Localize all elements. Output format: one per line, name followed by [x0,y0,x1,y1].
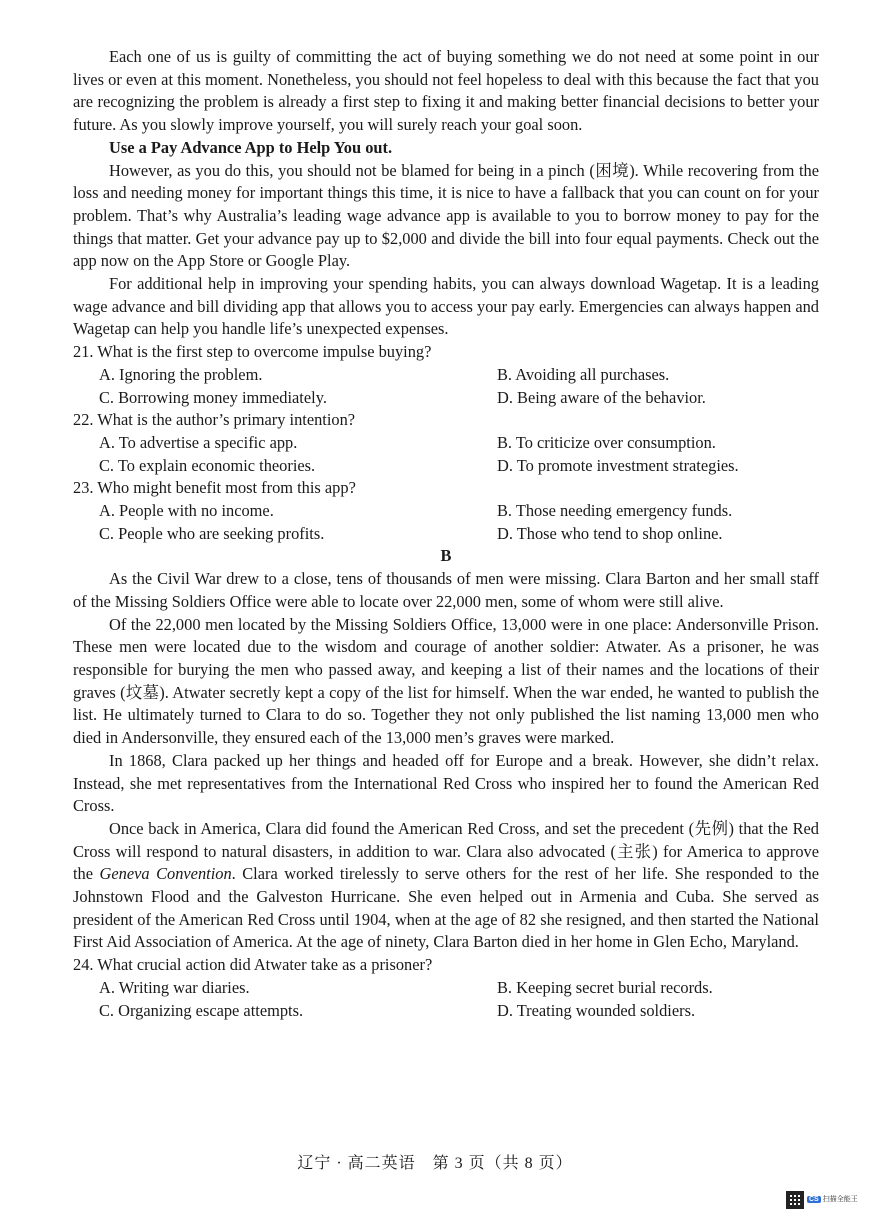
option-b: B. Those needing emergency funds. [497,501,733,521]
option-b: B. Keeping secret burial records. [497,977,713,997]
scanner-badge: CS [809,1196,819,1203]
option-b: B. To criticize over consumption. [497,432,716,452]
passage-a-paragraph-1: Each one of us is guilty of committing the act of buying something we do not need at some point in our lives or even at this moment. Nonetheless, you should not feel hopeless to deal with this because the fact that you are recognizing the problem is already a first step to fixing it and making better financial decisions to better your future. As you slowly improve yourself, you will surely reach your goal soon. [73,47,819,135]
question-21 [73,341,819,409]
option-d: D. Being aware of the behavior. [497,387,706,407]
passage-b-paragraph-3: In 1868, Clara packed up her things and headed off for Europe and a break. However, she didn’t relax. Instead, she met representatives from the International Red Cross who inspired her to found the American Red Cross. [73,750,819,816]
section-b-heading: B [440,546,452,566]
option-a: A. To advertise a specific app. [99,432,298,452]
page-footer: 辽宁 · 高二英语 第 3 页（共 8 页） [297,1155,573,1172]
page-body [73,46,819,1022]
option-c: C. People who are seeking profits. [99,523,325,543]
option-a: A. People with no income. [99,501,274,521]
scanner-text: 扫描全能王 [822,1196,858,1203]
scanner-label [807,1196,858,1204]
passage-b-paragraph-2: Of the 22,000 men located by the Missing Soldiers Office, 13,000 were in one place: Andersonville Prison. These men were located due to the wisdom and courage of another soldier: Atwater. As a prisoner, he was responsible for burying the men who passed away, and keeping a list of their names and the locations of their graves (坟墓). Atwater secretly kept a copy of the list for himself. When the war ended, he wanted to publish the list. He ultimately turned to Clara to do so. Together they not only published the list naming 13,000 men who died in Andersonville, they ensured each of the 13,000 men’s graves were marked. [73,614,819,748]
answer-options [73,977,819,1022]
option-a: A. Writing war diaries. [99,977,250,997]
paragraph-text: Once back in America, Clara did found the American Red Cross, and set the precedent (先例) that the Red Cross will respond to natural disasters, in addition to war. Clara also advocated (主张) for America to approve the [73,818,819,884]
passage-b-paragraph-4 [73,818,819,954]
passage-a-heading: Use a Pay Advance App to Help You out. [109,137,393,157]
option-c: C. Organizing escape attempts. [99,1000,304,1020]
option-d: D. Those who tend to shop online. [497,523,723,543]
option-c: C. Borrowing money immediately. [99,387,327,407]
passage-b-paragraph-1: As the Civil War drew to a close, tens of thousands of men were missing. Clara Barton and her small staff of the Missing Soldiers Office were able to locate over 22,000 men, some of whom were still alive. [73,569,819,611]
treaty-name: Geneva Convention [99,864,232,884]
option-d: D. To promote investment strategies. [497,455,739,475]
option-d: D. Treating wounded soldiers. [497,1000,696,1020]
passage-a-paragraph-2: However, as you do this, you should not be blamed for being in a pinch (困境). While recovering from the loss and needing money for important things this time, it is nice to have a fallback that you can count on for your problem. That’s why Australia’s leading wage advance app is available to you to borrow money to pay for the things that matter. Get your advance pay up to $2,000 and divide the bill into four equal payments. Check out the app now on the App Store or Google Play. [73,160,819,271]
answer-options [73,364,819,409]
option-c: C. To explain economic theories. [99,455,316,475]
answer-options [73,432,819,477]
paragraph-text: . Clara worked tirelessly to serve others for the rest of her life. She responded to the Johnstown Flood and the Galveston Hurricane. She even helped out in Armenia and Cuba. She served as president of the American Red Cross until 1904, when at the age of 82 she resigned, and then started the National First Aid Association of America. At the age of ninety, Clara Barton died in her home in Glen Echo, Maryland. [73,864,820,952]
question-22 [73,409,819,477]
option-a: A. Ignoring the problem. [99,364,263,384]
passage-a-paragraph-3: For additional help in improving your spending habits, you can always download Wagetap. It is a leading wage advance and bill dividing app that allows you to access your pay early. Emergencies can always happen and Wagetap can help you handle life’s unexpected expenses. [73,274,819,339]
question-24 [73,954,819,1022]
answer-options [73,500,819,545]
question-stem: 24. What crucial action did Atwater take as a prisoner? [73,955,433,975]
question-stem: 23. Who might benefit most from this app? [73,478,356,498]
qr-code-icon [786,1191,804,1209]
question-23 [73,477,819,545]
question-stem: 22. What is the author’s primary intention? [73,410,356,430]
scanner-watermark [786,1190,862,1210]
option-b: B. Avoiding all purchases. [497,364,670,384]
question-stem: 21. What is the first step to overcome impulse buying? [73,342,432,362]
